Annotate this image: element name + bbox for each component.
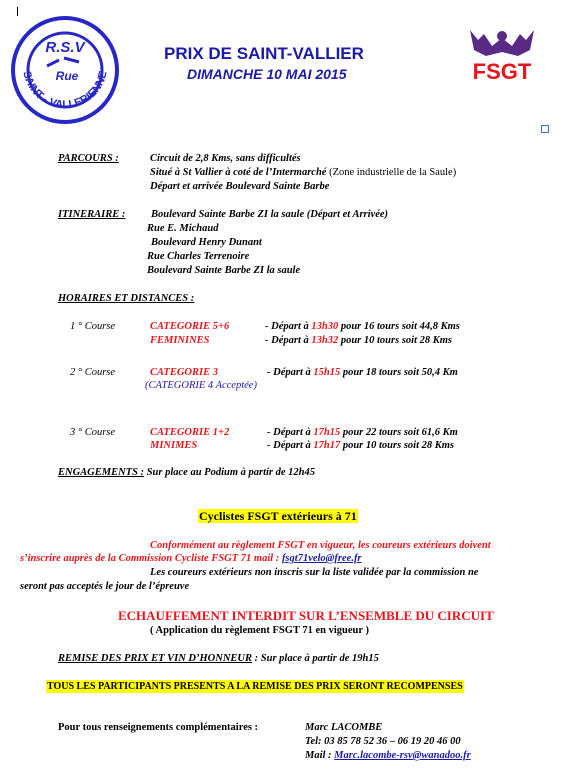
rsv-logo xyxy=(9,14,121,126)
schedule-prefix: - Départ à xyxy=(267,367,314,378)
contact-label: Pour tous renseignements complémentaires : xyxy=(58,722,259,733)
engagements-text: Sur place au Podium à partir de 12h45 xyxy=(144,467,316,478)
exterieurs-line-1: Conformément au règlement FSGT en vigueur, les coureurs extérieurs doivent xyxy=(150,540,491,551)
fsgt-logo-text: FSGT xyxy=(472,59,532,84)
horaires-label: HORAIRES ET DISTANCES : xyxy=(58,293,195,304)
course-1-category: CATEGORIE 5+6 xyxy=(150,321,230,332)
schedule-prefix: - Départ à xyxy=(267,427,314,438)
itineraire-line: Boulevard Henry Dunant xyxy=(151,237,262,248)
commission-email-link[interactable]: fsgt71velo@free.fr xyxy=(281,553,362,564)
small-square-icon xyxy=(541,125,549,133)
recompense-banner: TOUS LES PARTICIPANTS PRESENTS A LA REMISE DES PRIX SERONT RECOMPENSES xyxy=(47,681,463,692)
course-3-category-2: MINIMES xyxy=(150,440,198,451)
course-2-label: 2 ° Course xyxy=(70,367,116,378)
fsgt-logo xyxy=(464,26,540,84)
exterieurs-title: Cyclistes FSGT extérieurs à 71 xyxy=(199,509,357,523)
event-date: DIMANCHE 10 MAI 2015 xyxy=(187,66,347,82)
course-2-note: (CATEGORIE 4 Acceptée) xyxy=(145,380,257,391)
start-time: 15h15 xyxy=(313,367,341,378)
start-time: 13h30 xyxy=(311,321,339,332)
itineraire-line: Rue Charles Terrenoire xyxy=(147,251,250,262)
exterieurs-line-2-text: s’inscrire auprès de la Commission Cycliste FSGT 71 mail : xyxy=(20,553,282,564)
remise-label: REMISE DES PRIX ET VIN D’HONNEUR xyxy=(58,653,253,664)
course-1-schedule xyxy=(265,320,460,333)
itineraire-label: ITINERAIRE : xyxy=(58,209,126,220)
echauffement-sub: ( Application du règlement FSGT 71 en vigueur ) xyxy=(150,625,369,636)
logo-ring-text: SAINT - VALLERIENNE xyxy=(20,69,110,112)
course-2-schedule xyxy=(267,366,458,379)
itineraire-line: Boulevard Sainte Barbe ZI la saule (Départ et Arrivée) xyxy=(151,209,389,220)
course-3-label: 3 ° Course xyxy=(70,427,116,438)
contact-mail xyxy=(305,749,471,762)
course-3-schedule-2 xyxy=(267,439,454,452)
exterieurs-line-2 xyxy=(20,552,362,565)
start-time: 17h15 xyxy=(313,427,341,438)
parcours-line-2 xyxy=(150,166,456,179)
course-1-category-2: FEMININES xyxy=(150,335,210,346)
remise-text: : Sur place à partir de 19h15 xyxy=(252,653,379,664)
parcours-line-2a: Situé à St Vallier à coté de l’Intermarché xyxy=(150,167,327,178)
course-2-category: CATEGORIE 3 xyxy=(150,367,218,378)
start-time: 13h32 xyxy=(311,335,339,346)
course-1-label: 1 ° Course xyxy=(70,321,116,332)
schedule-details: pour 16 tours soit 44,8 Kms xyxy=(338,321,460,332)
engagements-label: ENGAGEMENTS : xyxy=(58,467,145,478)
course-3-schedule xyxy=(267,426,458,439)
schedule-prefix: - Départ à xyxy=(265,321,312,332)
engagements xyxy=(58,466,315,479)
parcours-line-2b: (Zone industrielle de la Saule) xyxy=(326,167,457,178)
echauffement-title: ECHAUFFEMENT INTERDIT SUR L’ENSEMBLE DU CIRCUIT xyxy=(118,608,494,623)
schedule-details: pour 18 tours soit 50,4 Km xyxy=(340,367,458,378)
schedule-prefix: - Départ à xyxy=(265,335,312,346)
schedule-details: pour 10 tours soit 28 Kms xyxy=(338,335,453,346)
contact-mail-label: Mail : xyxy=(305,750,335,761)
itineraire-line: Rue E. Michaud xyxy=(147,223,219,234)
logo-top-text: R.S.V xyxy=(45,39,85,56)
parcours-line-1: Circuit de 2,8 Kms, sans difficultés xyxy=(150,153,301,164)
schedule-prefix: - Départ à xyxy=(267,440,314,451)
itineraire-line: Boulevard Sainte Barbe ZI la saule xyxy=(147,265,301,276)
schedule-details: pour 22 tours soit 61,6 Km xyxy=(340,427,458,438)
contact-email-link[interactable]: Marc.lacombe-rsv@wanadoo.fr xyxy=(334,750,471,761)
schedule-details: pour 10 tours soit 28 Kms xyxy=(340,440,455,451)
contact-tel: Tel: 03 85 78 52 36 – 06 19 20 46 00 xyxy=(305,736,461,747)
start-time: 17h17 xyxy=(313,440,341,451)
remise xyxy=(58,652,379,665)
page-title: PRIX DE SAINT-VALLIER xyxy=(164,44,364,63)
parcours-label: PARCOURS : xyxy=(58,153,119,164)
exterieurs-line-3: Les coureurs extérieurs non inscris sur la liste validée par la commission ne xyxy=(150,567,479,578)
course-3-category: CATEGORIE 1+2 xyxy=(150,427,230,438)
logo-middle-text: Rue xyxy=(55,69,79,83)
parcours-line-3: Départ et arrivée Boulevard Sainte Barbe xyxy=(150,181,330,192)
contact-name: Marc LACOMBE xyxy=(305,722,383,733)
course-1-schedule-2 xyxy=(265,334,452,347)
exterieurs-line-4: seront pas acceptés le jour de l’épreuve xyxy=(20,581,190,592)
